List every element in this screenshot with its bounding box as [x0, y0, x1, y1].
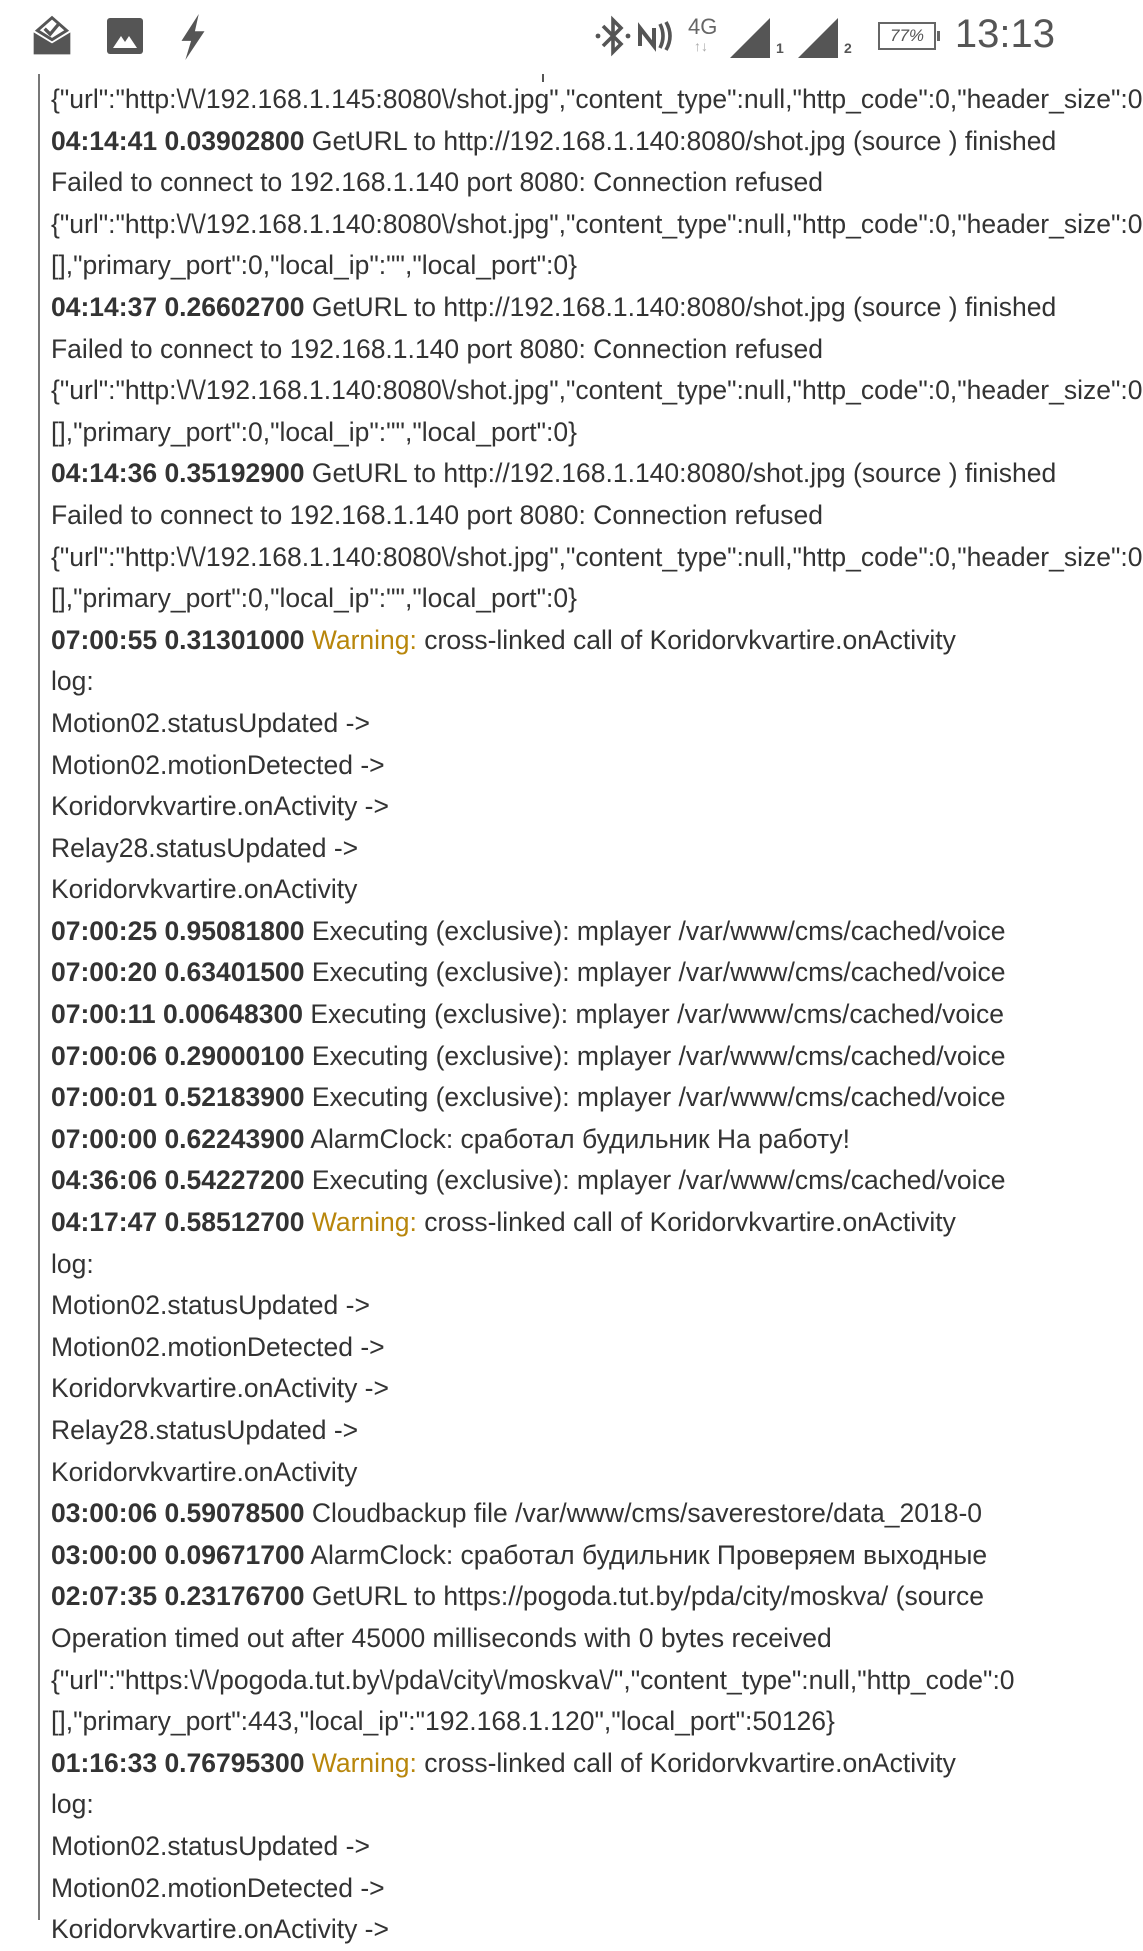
log-line [40, 121, 1082, 163]
log-message: {"url":"http:\/\/192.168.1.140:8080\/shot.jpg","content_type":null,"http_code":0,"header_size":0 [51, 541, 1143, 572]
log-timestamp: 03:00:00 0.09671700 [51, 1539, 305, 1570]
log-timestamp: 01:16:33 0.76795300 [51, 1747, 305, 1778]
log-timestamp: 04:14:36 0.35192900 [51, 458, 305, 489]
log-message: [],"primary_port":0,"local_ip":"","local_port":0} [51, 416, 577, 447]
sim2-label: 2 [844, 40, 852, 56]
log-message: log: [51, 1789, 94, 1820]
log-message: Koridorvkvartire.onActivity [51, 874, 358, 905]
log-message: {"url":"http:\/\/192.168.1.140:8080\/shot.jpg","content_type":null,"http_code":0,"header_size":0 [51, 375, 1143, 406]
log-line [40, 370, 1143, 412]
log-timestamp: 07:00:11 0.00648300 [51, 999, 303, 1030]
log-message: Executing (exclusive): mplayer /var/www/cms/cached/voice [310, 999, 1005, 1030]
log-timestamp: 07:00:20 0.63401500 [51, 957, 305, 988]
data-activity-icon: ↑↓ [694, 38, 708, 54]
log-line [40, 453, 1082, 495]
log-line [40, 1452, 1082, 1494]
log-line [40, 745, 1082, 787]
clock: 13:13 [954, 12, 1055, 56]
log-line [40, 162, 1082, 204]
log-line [40, 661, 1082, 703]
log-list[interactable] [38, 74, 1143, 1945]
log-message: Motion02.statusUpdated -> [51, 1290, 370, 1321]
log-message: GetURL to http://192.168.1.140:8080/shot.jpg (source ) finished [311, 291, 1057, 322]
log-timestamp: 07:00:01 0.52183900 [51, 1082, 305, 1113]
log-line [40, 1743, 1082, 1785]
sim1-label: 1 [776, 40, 784, 56]
warning-label: Warning: [311, 1207, 417, 1238]
log-message: Executing (exclusive): mplayer /var/www/cms/cached/voice [311, 1082, 1006, 1113]
log-line [40, 1285, 1082, 1327]
log-line [40, 495, 1082, 537]
signal-icon [730, 18, 774, 58]
log-message: GetURL to https://pogoda.tut.by/pda/city/moskva/ (source [311, 1581, 984, 1612]
log-message: Executing (exclusive): mplayer /var/www/cms/cached/voice [311, 1165, 1006, 1196]
log-message: GetURL to http://192.168.1.140:8080/shot.jpg (source ) finished [311, 458, 1057, 489]
log-line [40, 1784, 1082, 1826]
log-line [40, 620, 1082, 662]
log-message: log: [51, 1248, 94, 1279]
log-message: cross-linked call of Koridorvkvartire.onActivity [424, 624, 956, 655]
log-line [40, 1202, 1082, 1244]
clipped-text-fragment [542, 74, 544, 82]
log-message: GetURL to http://192.168.1.140:8080/shot.jpg (source ) finished [311, 125, 1057, 156]
log-line [40, 412, 1082, 454]
log-message: [],"primary_port":0,"local_ip":"","local_port":0} [51, 250, 577, 281]
log-message: Operation timed out after 45000 milliseconds with 0 bytes received [51, 1622, 832, 1653]
log-message: Executing (exclusive): mplayer /var/www/cms/cached/voice [311, 1040, 1006, 1071]
log-line [40, 537, 1143, 579]
log-line [40, 1826, 1082, 1868]
log-line [40, 1368, 1082, 1410]
flash-icon [175, 14, 211, 60]
log-line [40, 578, 1082, 620]
log-line [40, 79, 1143, 121]
log-line [40, 1576, 1082, 1618]
log-line [40, 1909, 1082, 1951]
log-message: Motion02.statusUpdated -> [51, 707, 370, 738]
log-timestamp: 07:00:55 0.31301000 [51, 624, 305, 655]
log-timestamp: 04:14:37 0.26602700 [51, 291, 305, 322]
log-message: Motion02.motionDetected -> [51, 1331, 385, 1362]
log-message: [],"primary_port":443,"local_ip":"192.168.1.120","local_port":50126} [51, 1706, 835, 1737]
log-line [40, 1410, 1082, 1452]
warning-label: Warning: [311, 624, 417, 655]
log-timestamp: 04:14:41 0.03902800 [51, 125, 305, 156]
log-timestamp: 07:00:25 0.95081800 [51, 915, 305, 946]
log-message: cross-linked call of Koridorvkvartire.onActivity [424, 1747, 956, 1778]
log-line [40, 1701, 1082, 1743]
log-timestamp: 04:17:47 0.58512700 [51, 1207, 305, 1238]
log-line [40, 911, 1082, 953]
warning-label: Warning: [311, 1747, 417, 1778]
gallery-icon [105, 14, 145, 58]
log-message: cross-linked call of Koridorvkvartire.onActivity [424, 1207, 956, 1238]
log-line [40, 1036, 1082, 1078]
bluetooth-icon [595, 16, 631, 56]
log-timestamp: 07:00:00 0.62243900 [51, 1123, 305, 1154]
log-message: Failed to connect to 192.168.1.140 port 8080: Connection refused [51, 167, 823, 198]
log-message: Executing (exclusive): mplayer /var/www/cms/cached/voice [311, 915, 1006, 946]
log-message: AlarmClock: сработал будильник На работу! [310, 1123, 850, 1154]
log-line [40, 952, 1082, 994]
signal-icon [798, 18, 842, 58]
log-message: Koridorvkvartire.onActivity [51, 1456, 358, 1487]
log-timestamp: 07:00:06 0.29000100 [51, 1040, 305, 1071]
log-message: Failed to connect to 192.168.1.140 port 8080: Connection refused [51, 333, 823, 364]
log-message: {"url":"http:\/\/192.168.1.145:8080\/shot.jpg","content_type":null,"http_code":0,"header_size":0 [51, 84, 1143, 114]
log-message: {"url":"https:\/\/pogoda.tut.by\/pda\/city\/moskva\/","content_type":null,"http_code":0 [51, 1664, 1015, 1695]
log-line [40, 329, 1082, 371]
log-message: Cloudbackup file /var/www/cms/saverestore/data_2018-0 [311, 1498, 983, 1529]
log-line [40, 703, 1082, 745]
email-check-icon [30, 14, 74, 58]
log-message: [],"primary_port":0,"local_ip":"","local_port":0} [51, 583, 577, 614]
log-message: Motion02.motionDetected -> [51, 749, 385, 780]
battery-icon: 77% [878, 22, 936, 50]
log-line [40, 1077, 1082, 1119]
log-message: Motion02.motionDetected -> [51, 1872, 385, 1903]
log-message: Koridorvkvartire.onActivity -> [51, 1914, 389, 1945]
log-line [40, 869, 1082, 911]
log-message: Executing (exclusive): mplayer /var/www/cms/cached/voice [311, 957, 1006, 988]
log-message: Relay28.statusUpdated -> [51, 832, 359, 863]
log-line [40, 1868, 1082, 1910]
log-line [40, 1535, 1082, 1577]
log-line [40, 1618, 1082, 1660]
log-line [40, 245, 1082, 287]
log-line [40, 786, 1082, 828]
log-line [40, 1327, 1082, 1369]
nfc-icon [636, 18, 678, 54]
log-timestamp: 02:07:35 0.23176700 [51, 1581, 305, 1612]
log-message: AlarmClock: сработал будильник Проверяем выходные [310, 1539, 988, 1570]
log-message: Koridorvkvartire.onActivity -> [51, 791, 389, 822]
log-line [40, 1119, 1082, 1161]
log-line [40, 287, 1082, 329]
network-type-label: 4G [688, 14, 718, 39]
log-message: Failed to connect to 192.168.1.140 port 8080: Connection refused [51, 499, 823, 530]
log-timestamp: 04:36:06 0.54227200 [51, 1165, 305, 1196]
log-line [40, 1660, 1082, 1702]
log-message: Koridorvkvartire.onActivity -> [51, 1373, 389, 1404]
log-message: Relay28.statusUpdated -> [51, 1415, 359, 1445]
log-line [40, 828, 1082, 870]
log-timestamp: 03:00:06 0.59078500 [51, 1498, 305, 1529]
log-message: log: [51, 666, 94, 697]
log-line [40, 1244, 1082, 1286]
log-message: {"url":"http:\/\/192.168.1.140:8080\/shot.jpg","content_type":null,"http_code":0,"header_size":0 [51, 208, 1143, 239]
log-line [40, 1160, 1082, 1202]
log-line [40, 994, 1082, 1036]
log-line [40, 204, 1143, 246]
status-bar [0, 0, 1080, 74]
log-message: Motion02.statusUpdated -> [51, 1830, 370, 1861]
log-line [40, 1493, 1082, 1535]
